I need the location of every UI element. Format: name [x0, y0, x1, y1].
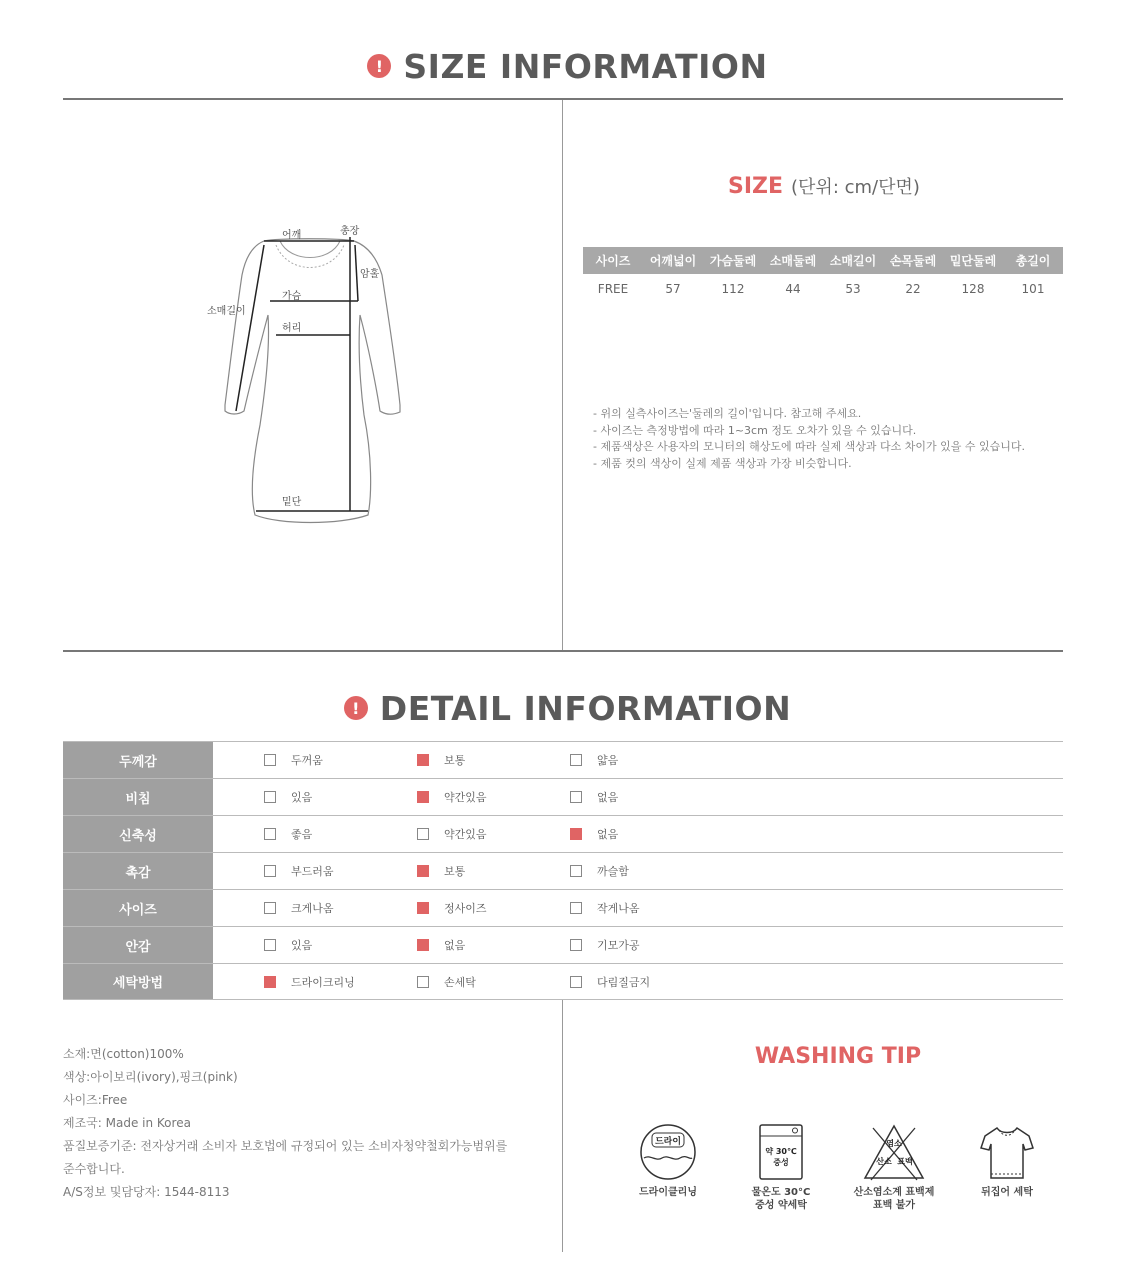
- water-temp-text: 약 30℃: [765, 1147, 797, 1156]
- detail-option: [417, 742, 465, 778]
- label-chest: 가슴: [282, 291, 302, 302]
- size-table: [583, 247, 1063, 304]
- detail-row-label: 세탁방법: [63, 964, 213, 999]
- size-cell: 101: [1021, 282, 1045, 296]
- checkbox: [264, 828, 276, 840]
- size-col-header: 총길이: [1003, 247, 1063, 274]
- checkbox: [570, 791, 582, 803]
- detail-option: [264, 927, 312, 963]
- detail-option-label: 약간있음: [444, 828, 487, 841]
- label-hem: 밑단: [282, 497, 302, 508]
- checkbox: [570, 939, 582, 951]
- detail-information-header: [0, 686, 1135, 730]
- detail-option-label: 약간있음: [444, 791, 487, 804]
- detail-option: [570, 779, 618, 815]
- detail-option: [417, 853, 465, 889]
- chlorine-text: 염소: [886, 1139, 902, 1148]
- size-heading: [728, 173, 920, 199]
- size-col-header: 소매둘레: [763, 247, 823, 274]
- detail-row: [63, 926, 1063, 963]
- detail-row: [63, 889, 1063, 926]
- detail-option-label: 기모가공: [597, 939, 640, 952]
- detail-row: [63, 741, 1063, 778]
- checkbox-checked: [417, 791, 429, 803]
- detail-option: [417, 964, 476, 1000]
- detail-option: [570, 927, 640, 963]
- material-line: 색상:아이보리(ivory),핑크(pink): [63, 1070, 238, 1084]
- size-col-header: 밑단둘레: [943, 247, 1003, 274]
- detail-row: [63, 778, 1063, 815]
- label-sleeve-length: 소매길이: [207, 306, 246, 317]
- size-information-header: [0, 44, 1135, 88]
- detail-option: [264, 890, 334, 926]
- detail-option-label: 다림질금지: [597, 976, 651, 989]
- detail-row-label: 촉감: [63, 853, 213, 889]
- inside-out-icon: [977, 1122, 1037, 1182]
- table-row: [583, 274, 1063, 304]
- washing-label: 물온도 30°C: [751, 1187, 811, 1198]
- detail-row-label: 두께감: [63, 742, 213, 778]
- checkbox-checked: [417, 902, 429, 914]
- detail-option-label: 보통: [444, 865, 466, 878]
- washing-label: 드라이클리닝: [639, 1187, 697, 1198]
- detail-option: [264, 779, 312, 815]
- detail-option: [570, 964, 650, 1000]
- detail-option-label: 두꺼움: [291, 754, 323, 767]
- detail-option: [570, 890, 640, 926]
- section-title: DETAIL INFORMATION: [379, 688, 792, 728]
- washing-item-water-temp: [726, 1122, 836, 1212]
- detail-row: [63, 963, 1063, 1000]
- size-col-header: 가슴둘레: [703, 247, 763, 274]
- detail-table: [63, 741, 1063, 1000]
- washing-label: 중성 약세탁: [755, 1200, 807, 1211]
- label-waist: 허리: [282, 323, 302, 334]
- washing-item-no-bleach: [839, 1122, 949, 1212]
- washing-label: 표백 불가: [872, 1200, 916, 1211]
- note-line: - 제품 컷의 색상이 실제 제품 색상과 가장 비슷합니다.: [593, 456, 852, 470]
- divider: [63, 650, 1063, 652]
- material-line: A/S정보 및담당자: 1544-8113: [63, 1185, 230, 1199]
- checkbox: [264, 902, 276, 914]
- checkbox: [264, 865, 276, 877]
- checkbox: [417, 976, 429, 988]
- detail-option-label: 까슬함: [597, 865, 629, 878]
- alert-icon: !: [367, 54, 391, 78]
- washing-label: 뒤집어 세탁: [981, 1187, 1033, 1198]
- size-cell: 128: [961, 282, 985, 296]
- detail-option: [264, 964, 355, 1000]
- note-line: - 위의 실측사이즈는'둘레의 길이'입니다. 참고해 주세요.: [593, 407, 862, 420]
- detail-option: [570, 816, 618, 852]
- detail-option-label: 없음: [597, 828, 619, 841]
- material-line: 제조국: Made in Korea: [63, 1116, 191, 1130]
- bleach-text: 표백: [897, 1157, 913, 1166]
- size-unit: (단위: cm/단면): [791, 177, 920, 198]
- detail-option-label: 좋음: [291, 828, 313, 841]
- no-bleach-icon: [861, 1122, 927, 1182]
- detail-options: [213, 890, 1063, 926]
- checkbox: [570, 865, 582, 877]
- size-cell: 53: [845, 282, 861, 296]
- detail-option: [570, 742, 618, 778]
- dress-outline-icon: [200, 215, 420, 535]
- detail-option-label: 손세탁: [444, 976, 476, 989]
- size-notes: [593, 406, 1025, 472]
- washing-tip-title: WASHING TIP: [754, 1044, 922, 1069]
- detail-option: [417, 816, 487, 852]
- checkbox: [570, 754, 582, 766]
- size-cell: 57: [665, 282, 681, 296]
- label-total-length: 총장: [340, 226, 360, 237]
- detail-options: [213, 964, 1063, 999]
- detail-option: [264, 816, 312, 852]
- size-col-header: 사이즈: [583, 247, 643, 274]
- size-col-header: 어깨넓이: [643, 247, 703, 274]
- material-line: 준수합니다.: [63, 1162, 125, 1176]
- detail-options: [213, 816, 1063, 852]
- washing-item-dry-clean: [613, 1122, 723, 1199]
- dry-clean-icon: [638, 1122, 698, 1182]
- divider: [63, 98, 1063, 100]
- material-line: 품질보증기준: 전자상거래 소비자 보호법에 규정되어 있는 소비자청약철회가능범위를: [63, 1139, 508, 1153]
- material-line: 사이즈:Free: [63, 1093, 128, 1107]
- material-info: [63, 1043, 507, 1204]
- detail-options: [213, 742, 1063, 778]
- detail-option-label: 있음: [291, 939, 313, 952]
- section-title: SIZE INFORMATION: [403, 46, 768, 86]
- size-cell: FREE: [597, 282, 629, 296]
- washing-item-inside-out: [952, 1122, 1062, 1199]
- material-line: 소재:면(cotton)100%: [63, 1047, 184, 1061]
- detail-row: [63, 815, 1063, 852]
- checkbox-checked: [570, 828, 582, 840]
- size-cell: 112: [721, 282, 745, 296]
- size-title: SIZE: [728, 174, 784, 199]
- checkbox-checked: [417, 754, 429, 766]
- detail-options: [213, 779, 1063, 815]
- checkbox-checked: [264, 976, 276, 988]
- oxygen-text: 산소: [876, 1157, 892, 1166]
- divider: [562, 100, 563, 650]
- size-cell: 44: [785, 282, 801, 296]
- alert-icon: !: [344, 696, 368, 720]
- size-col-header: 손목둘레: [883, 247, 943, 274]
- detail-option-label: 없음: [444, 939, 466, 952]
- water-type-text: 중성: [773, 1158, 789, 1167]
- checkbox-checked: [417, 865, 429, 877]
- note-line: - 사이즈는 측정방법에 따라 1~3cm 정도 오차가 있을 수 있습니다.: [593, 423, 917, 437]
- detail-option-label: 드라이크리닝: [291, 976, 355, 989]
- detail-option-label: 보통: [444, 754, 466, 767]
- checkbox: [417, 828, 429, 840]
- detail-row-label: 신축성: [63, 816, 213, 852]
- size-table-header: [583, 247, 1063, 274]
- detail-option: [417, 890, 487, 926]
- checkbox: [264, 791, 276, 803]
- checkbox-checked: [417, 939, 429, 951]
- detail-option: [417, 779, 487, 815]
- note-line: - 제품색상은 사용자의 모니터의 해상도에 따라 실제 색상과 다소 차이가 있을 수 있습니다.: [593, 440, 1025, 453]
- checkbox: [570, 976, 582, 988]
- label-armhole: 암홀: [360, 269, 380, 280]
- detail-row-label: 사이즈: [63, 890, 213, 926]
- detail-option-label: 없음: [597, 791, 619, 804]
- detail-options: [213, 927, 1063, 963]
- detail-option: [264, 853, 334, 889]
- detail-option-label: 작게나옴: [597, 902, 640, 915]
- detail-option-label: 부드러움: [291, 865, 334, 878]
- detail-option-label: 크게나옴: [291, 902, 334, 915]
- checkbox: [570, 902, 582, 914]
- detail-row-label: 안감: [63, 927, 213, 963]
- water-temp-icon: [751, 1122, 811, 1182]
- detail-option: [417, 927, 465, 963]
- detail-row-label: 비침: [63, 779, 213, 815]
- detail-row: [63, 852, 1063, 889]
- detail-option-label: 있음: [291, 791, 313, 804]
- detail-option: [570, 853, 629, 889]
- size-col-header: 소매길이: [823, 247, 883, 274]
- checkbox: [264, 939, 276, 951]
- detail-option-label: 얇음: [597, 754, 619, 767]
- divider: [562, 1000, 563, 1252]
- garment-diagram: [200, 215, 420, 535]
- label-shoulder: 어깨: [282, 230, 302, 241]
- dry-clean-icon-text: 드라이: [654, 1137, 682, 1147]
- detail-options: [213, 853, 1063, 889]
- detail-option: [264, 742, 323, 778]
- detail-option-label: 정사이즈: [444, 902, 487, 915]
- checkbox: [264, 754, 276, 766]
- washing-label: 산소염소계 표백제: [853, 1187, 935, 1198]
- size-cell: 22: [905, 282, 921, 296]
